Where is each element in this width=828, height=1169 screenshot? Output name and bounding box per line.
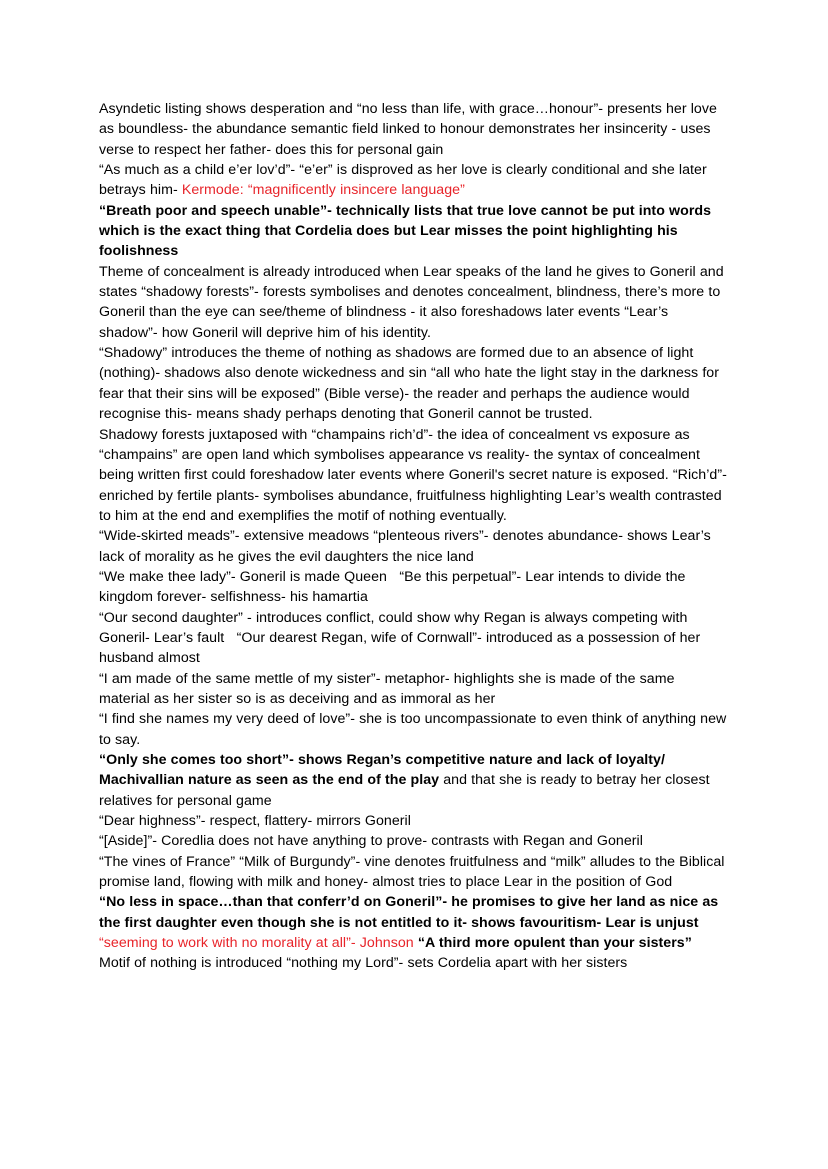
paragraph-wide-skirted-meads	[99, 526, 729, 567]
paragraph-i-find-she-names	[99, 709, 729, 750]
paragraph-shadowy-nothing	[99, 343, 729, 424]
paragraph-we-make-thee-lady	[99, 567, 729, 608]
text-segment-normal: “I find she names my very deed of love”- she is too uncompassionate to even think of anything new to say.	[99, 711, 727, 748]
paragraph-no-less-in-space	[99, 892, 729, 953]
paragraph-theme-of-concealment	[99, 262, 729, 343]
paragraph-our-second-daughter	[99, 608, 729, 669]
text-segment-bold: “Breath poor and speech unable”- technically lists that true love cannot be put into words which is the exact thing that Cordelia does but Lear misses the point highlighting his foolishness	[99, 202, 712, 260]
text-segment-bold: “Only she comes too short”- shows Regan’s competitive nature and lack of loyalty/ Machivallian nature as seen as the end of the play	[99, 752, 665, 789]
paragraph-as-much-as-a-child	[99, 160, 729, 201]
paragraph-champains-richd	[99, 425, 729, 527]
text-segment-red: “seeming to work with no morality at all”- Johnson	[99, 935, 414, 952]
text-segment-normal: and that she is ready to betray her closest relatives for personal game	[99, 772, 710, 809]
text-segment-normal: Shadowy forests juxtaposed with “champains rich’d”- the idea of concealment vs exposure as “champains” are open land which symbolises appearance vs reality- the syntax of concealment being written first could foreshadow later events where Goneril's secret nature is exposed. “Rich’d”- enriched by fertile plants- symbolises abundance, fruitfulness highlighting Lear’s wealth contrasted to him at the end and exemplifies the motif of nothing eventually.	[99, 426, 727, 524]
paragraph-breath-poor-and-speech-unable	[99, 201, 729, 262]
paragraph-aside-coredlia	[99, 831, 729, 851]
paragraph-dear-highness	[99, 811, 729, 831]
paragraph-same-mettle-of-my-sister	[99, 669, 729, 710]
text-segment-normal: “Our second daughter” - introduces conflict, could show why Regan is always competing with Goneril- Lear’s fault “Our dearest Regan, wife of Cornwall”- introduced as a possession of her husband almost	[99, 609, 701, 667]
text-segment-red: Kermode: “magnificently insincere language”	[181, 182, 465, 199]
text-segment-normal: “Dear highness”- respect, flattery- mirrors Goneril	[99, 813, 411, 830]
text-segment-normal: Motif of nothing is introduced “nothing my Lord”- sets Cordelia apart with her sisters	[99, 955, 628, 972]
text-segment-normal: “Shadowy” introduces the theme of nothing as shadows are formed due to an absence of light (nothing)- shadows also denote wickedness and sin “all who hate the light stay in the darkness for fear that their sins will be exposed” (Bible verse)- the reader and perhaps the audience would recognise this- means shady perhaps denoting that Goneril cannot be trusted.	[99, 345, 720, 423]
text-segment-normal: “The vines of France” “Milk of Burgundy”- vine denotes fruitfulness and “milk” alludes to the Biblical promise land, flowing with milk and honey- almost tries to place Lear in the position of God	[99, 853, 725, 891]
paragraph-motif-of-nothing	[99, 953, 729, 973]
text-segment-bold: “A third more opulent than your sisters”	[413, 935, 692, 952]
text-segment-normal: Theme of concealment is already introduced when Lear speaks of the land he gives to Goneril and states “shadowy forests”- forests symbolises and denotes concealment, blindness, there’s more to Goneril than the eye can see/theme of blindness - it also foreshadows later events “Lear’s shadow”- how Goneril will deprive him of his identity.	[99, 263, 724, 341]
text-segment-normal: “I am made of the same mettle of my sister”- metaphor- highlights she is made of the same material as her sister so is as deceiving and as immoral as her	[99, 670, 675, 707]
paragraph-only-she-comes-too-short	[99, 750, 729, 811]
text-segment-normal: “Wide-skirted meads”- extensive meadows “plenteous rivers”- denotes abundance- shows Lear’s lack of morality as he gives the evil daughters the nice land	[99, 528, 711, 565]
text-segment-normal: “As much as a child e’er lov’d”- “e’er” is disproved as her love is clearly conditional and she later betrays him-	[99, 162, 707, 199]
paragraph-asyndetic-listing	[99, 99, 729, 160]
paragraph-vines-of-france	[99, 852, 729, 893]
text-segment-bold: “No less in space…than that conferr’d on Goneril”- he promises to give her land as nice as the first daughter even though she is not entitled to it- shows favouritism- Lear is unjust	[99, 894, 719, 931]
document-body	[99, 99, 729, 974]
text-segment-normal: “[Aside]”- Coredlia does not have anything to prove- contrasts with Regan and Goneril	[99, 833, 643, 850]
text-segment-normal: “We make thee lady”- Goneril is made Queen “Be this perpetual”- Lear intends to divide the kingdom forever- selfishness- his hamartia	[99, 568, 686, 606]
text-segment-normal: Asyndetic listing shows desperation and “no less than life, with grace…honour”- presents her love as boundless- the abundance semantic field linked to honour demonstrates her insincerity - uses verse to respect her father- does this for personal gain	[99, 101, 717, 158]
